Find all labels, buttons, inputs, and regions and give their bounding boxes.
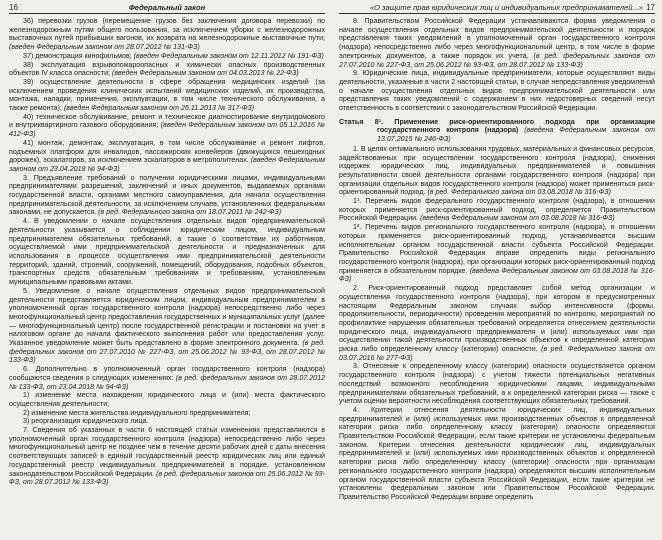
paragraph <box>9 174 325 218</box>
right-page <box>339 3 655 502</box>
paragraph <box>339 145 655 197</box>
amendment-note: (введен Федеральным законом от 25.11.2013 № 317-ФЗ) <box>63 104 255 113</box>
paragraph <box>9 287 325 365</box>
amendment-note: (введен Федеральным законом от 23.04.2018 № 94-ФЗ) <box>9 156 325 173</box>
amendment-note: (в ред. Федерального закона от 03.07.2016 № 277-ФЗ) <box>339 345 656 362</box>
paragraph <box>9 61 325 78</box>
paragraph-text: 6. Дополнительно в уполномоченный орган государственного контроля (надзора) сообщаются сведения о следующих изменениях: <box>9 365 325 382</box>
paragraph <box>339 406 655 502</box>
running-header <box>339 3 655 14</box>
running-title: «О защите прав юридических лиц и индивидуальных предпринимателей...» <box>369 3 643 12</box>
amendment-note: (введен Федеральным законом от 12.11.2012 № 191-ФЗ) <box>133 51 324 60</box>
amendment-note: (введен Федеральным законом от 05.12.2016 № 412-ФЗ) <box>9 121 325 139</box>
paragraph-text: 40) техническое обслуживание, ремонт и техническое диагностирование внутридомового и внутриквартирного газового оборудования; <box>9 112 325 130</box>
paragraph-text: 3. Отнесение к определенному классу (категории) опасности осуществляется органом государственного контроля (надзора) с учетом тяжести потенциальных негативных последствий возможного несоблюдения юридическими лицами, индивидуальными предпринимателями обязательных требований, а к определенной категории риска — также с учетом оценки вероятности несоблюдения соответствующих обязательных требований. <box>339 362 655 406</box>
article-title: Статья 8¹. Применение риск-ориентированного подхода при организации государственного контроля (надзора) <box>339 117 655 135</box>
amendment-note: (в ред. федеральных законов от 28.07.2012 № 133-ФЗ, от 23.04.2018 № 94-ФЗ) <box>9 373 325 391</box>
article-heading <box>339 118 655 144</box>
running-header <box>9 3 325 14</box>
amendment-note: (в ред. Федерального закона от 03.08.2018 № 316-ФЗ) <box>427 188 612 197</box>
paragraph-text: 41) монтаж, демонтаж, эксплуатация, в том числе обслуживание и ремонт лифтов, подъемных платформ для инвалидов, пассажирских конвейеров (движущихся пешеходных дорожек), эскалаторов, за исключением эскалаторов в метрополитенах. <box>9 138 325 165</box>
paragraph-text: 5. Уведомление о начале осуществления отдельных видов предпринимательской деятельности представляется юридическим лицом, индивидуальным предпринимателем в уполномоченный орган государственного контроля (надзора) непосредственно либо через многофункциональный центр предоставления государственных и муниципальных услуг (далее — многофункциональный центр) после государственной регистрации и постановки на учет в налоговом органе до начала фактического выполнения работ или предоставления услуг. Указанное уведомление может быть представлено в форме электронного документа. <box>9 286 325 348</box>
amendment-note: (введен Федеральным законом от 28.07.2012 № 131-ФЗ) <box>9 43 200 52</box>
paragraph <box>339 362 655 406</box>
paragraph <box>339 197 655 223</box>
paragraph <box>9 217 325 287</box>
amendment-note: (введена Федеральным законом от 03.08.2018 № 316-ФЗ) <box>420 214 615 223</box>
paragraph <box>9 426 325 487</box>
paragraph-text: 7. Сведения об указанных в части 6 настоящей статьи изменениях представляются в уполномоченный орган государственного контроля (надзора) непосредственно либо через многофункциональный центр не позднее чем в течение десяти рабочих дней с даты внесения соответствующих записей в единый государственный реестр юридических лиц или единый государственный реестр индивидуальных предпринимателей в порядке, установленном законодательством Российской Федерации. <box>9 426 325 478</box>
paragraph-text: 1) изменение места нахождения юридического лица и (или) места фактического осуществления деятельности; <box>9 391 325 408</box>
paragraph <box>9 391 325 408</box>
paragraph-text: 2. Риск-ориентированный подход представляет собой метод организации и осуществления государственного контроля (надзора), при котором в предусмотренных настоящим Федеральным законом случаях выбор интенсивности (формы, продолжительности, периодичности) проведения мероприятий по контролю, мероприятий по профилактике нарушения обязательных требований определяется отнесением деятельности юридического лица, индивидуального предпринимателя и (или) используемых ими при осуществлении такой деятельности производственных объектов к определенной категории риска либо определенному классу (категории) опасности. <box>339 284 655 354</box>
paragraph-text: 8. Правительством Российской Федерации устанавливаются форма уведомления о начале осуществления отдельных видов предпринимательской деятельности и порядок представления таких уведомлений в уполномоченный орган государственного контроля (надзора) непосредственно либо через многофункциональный центр, в том числе в форме электронных документов, а также порядок их учета. <box>339 17 655 60</box>
paragraph-text: 4. Критерии отнесения деятельности юридических лиц, индивидуальных предпринимателей и (или) используемых ими производственных объектов к определенной категории риска либо определенному классу (категории) опасности определяются Правительством Российской Федерации, если такие критерии не установлены федеральным законом. Критерии отнесения деятельности юридических лиц, индивидуальных предпринимателей и (или) используемых ими производственных объектов к определенной категории риска либо определенному классу (категории) опасности при организации регионального государственного контроля (надзора) определяются высшим исполнительным органом государственной власти субъекта Российской Федерации, если такие критерии не установлены федеральным законом или Правительством Российской Федерации. Правительство Российской Федерации вправе определить <box>339 405 655 501</box>
page-body <box>9 17 325 487</box>
paragraph <box>9 365 325 391</box>
paragraph-text: 4. В уведомлении о начале осуществления отдельных видов предпринимательской деятельности указывается о соблюдении юридическим лицом, индивидуальным предпринимателем обязательных требований, а также о соответствии их работников, осуществляемой ими предпринимательской деятельности и предназначенных для использования в процессе осуществления ими предпринимательской деятельности территорий, зданий, строений, сооружений, помещений, оборудования, подобных объектов, транспортных средств обязательным требованиям и требованиям, установленным муниципальными правовыми актами. <box>9 217 325 287</box>
paragraph <box>339 17 655 69</box>
paragraph <box>9 113 325 139</box>
paragraph-text: 39) осуществление деятельности в сфере обращения медицинских изделий (за исключением проведения клинических испытаний медицинских изделий, их производства, монтажа, наладки, применения, эксплуатации, в том числе технического обслуживания, а также ремонта); <box>9 77 325 113</box>
paragraph-text: 3) реорганизация юридического лица. <box>23 417 149 426</box>
amendment-note: (введена Федеральным законом от 03.08.2018 № 316-ФЗ) <box>339 266 656 284</box>
running-title: Федеральный закон <box>128 3 206 12</box>
page-number: 17 <box>646 3 655 12</box>
paragraph-text: 2) изменение места жительства индивидуального предпринимателя; <box>23 408 251 417</box>
paragraph <box>339 69 655 113</box>
amendment-note: (в ред. Федерального закона от 18.07.2011 № 242-ФЗ) <box>98 208 282 217</box>
amendment-note: (введена Федеральным законом от 13.07.2015 № 246-ФЗ) <box>377 126 655 144</box>
page-number: 16 <box>9 3 18 12</box>
paragraph <box>9 78 325 113</box>
paragraph <box>9 409 325 418</box>
paragraph-text: 9. Юридические лица, индивидуальные предприниматели, которые осуществляют виды деятельности, указанные в части 2 настоящей статьи, в случае непредставления уведомлений о начале осуществления отдельных видов предпринимательской деятельности или представления таких уведомлений с содержанием в них недостоверных сведений несут ответственность в соответствии с законодательством Российской Федерации. <box>339 69 655 113</box>
paragraph <box>9 139 325 174</box>
amendment-note: (в ред. федеральных законов от 25.06.2012 № 93-ФЗ, от 28.07.2012 № 133-ФЗ) <box>9 469 325 487</box>
paragraph-text: 36) перевозки грузов (перемещение грузов без заключения договора перевозки) по железнодорожным путям общего пользования, за исключением уборки с железнодорожных выставочных путей прибывших вагонов, их возврата на железнодорожные выставочные пути; <box>9 17 325 43</box>
paragraph-text: 1. В целях оптимального использования трудовых, материальных и финансовых ресурсов, задействованных при осуществлении государственного контроля (надзора), снижения издержек юридических лиц, индивидуальных предпринимателей и повышения результативности своей деятельности органами государственного контроля (надзора) при организации отдельных видов государственного контроля (надзора) может применяться риск-ориентированный подход. <box>339 144 655 197</box>
paragraph <box>9 52 325 61</box>
paragraph-text: 38) эксплуатация взрывопожароопасных и химически опасных производственных объектов IV класса опасности; <box>9 60 325 78</box>
left-page <box>9 3 325 487</box>
paragraph <box>9 17 325 52</box>
page-body <box>339 17 655 502</box>
paragraph-text: 37) демонстрация кинофильмов; <box>23 51 134 60</box>
paragraph-text: 3. Предъявление требований о получении юридическими лицами, индивидуальными предпринимателями разрешений, заключений и иных документов, выдаваемых органами государственной власти, органами местного самоуправления, для начала осуществления предпринимательской деятельности, за исключением случаев, установленных федеральными законами, не допускается. <box>9 173 325 217</box>
paragraph <box>9 417 325 426</box>
paragraph-text: 1². Перечень видов регионального государственного контроля (надзора), в отношении которых применяется риск-ориентированный подход, устанавливается высшим исполнительным органом государственной власти субъекта Российской Федерации. Правительство Российской Федерации вправе определить виды регионального государственного контроля (надзора), при организации которых риск-ориентированный подход применяется в обязательном порядке. <box>339 223 655 275</box>
amendment-note: (введен Федеральным законом от 04.03.2013 № 22-ФЗ) <box>111 69 299 78</box>
paragraph-text: 1¹. Перечень видов федерального государственного контроля (надзора), в отношении которых применяется риск-ориентированный подход, определяется Правительством Российской Федерации. <box>339 197 655 223</box>
amendment-note: (в ред. федеральных законов от 27.07.2010 № 227-ФЗ, от 25.06.2012 № 93-ФЗ, от 28.07.2012 № 133-ФЗ) <box>339 51 656 69</box>
paragraph <box>339 284 655 362</box>
amendment-note: (в ред. федеральных законов от 27.07.2010 № 227-ФЗ, от 25.06.2012 № 93-ФЗ, от 28.07.2012 № 133-ФЗ) <box>9 339 325 365</box>
paragraph <box>339 223 655 284</box>
